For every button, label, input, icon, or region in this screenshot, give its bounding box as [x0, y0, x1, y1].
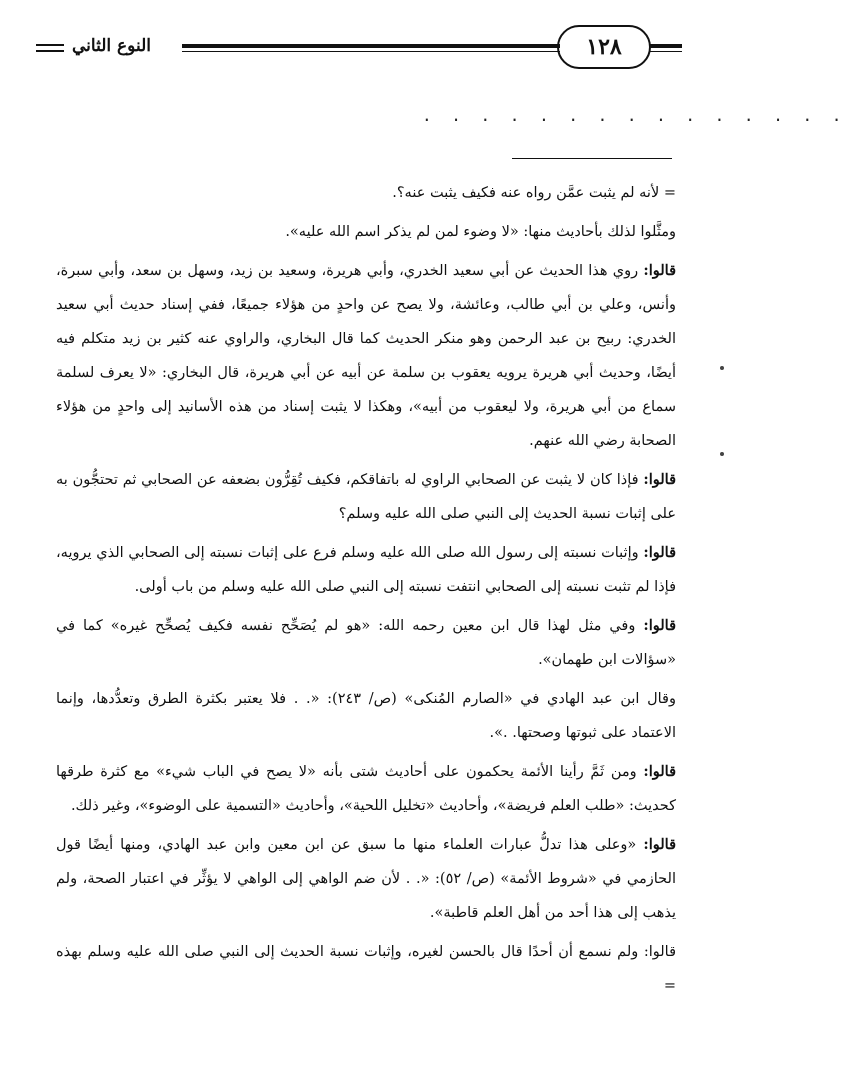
- dotted-separator: . . . . . . . . . . . . . . .: [422, 106, 846, 125]
- paragraph-text: = لأنه لم يثبت عمَّن رواه عنه فكيف يثبت عنه؟.: [392, 185, 676, 201]
- page-header: [0, 0, 737, 80]
- paragraph: [56, 254, 676, 458]
- header-rule-right-thin: [650, 51, 682, 52]
- paragraph-text: روي هذا الحديث عن أبي سعيد الخدري، وأبي هريرة، وسعيد بن زيد، وسهل بن سعد، وأبي سبرة، وأنس، وعلي بن أبي طالب، وعائشة، ولا يصح عن واحدٍ من هؤلاء جميعًا، ففي إسناد حديث أبي سعيد الخدري: ربيح بن عبد الرحمن وهو منكر الحديث كما قال البخاري، والراوي عنه كثير بن زيد متكلم فيه أيضًا، وحديث أبي هريرة يرويه يعقوب بن سلمة عن أبيه عن أبي هريرة، قال البخاري: «لا يعرف لسلمة سماع من أبي هريرة، ولا ليعقوب من أبيه»، وهكذا لا يثبت إسناد من هذه الأسانيد إلى واحدٍ من هؤلاء الصحابة رضي الله عنهم.: [56, 263, 676, 449]
- page-title: النوع الثاني: [72, 36, 151, 56]
- margin-mark: [720, 452, 724, 456]
- paragraph-label: قالوا:: [643, 763, 676, 780]
- paragraph: [56, 463, 676, 531]
- paragraph: [56, 755, 676, 823]
- paragraph-text: ومثَّلوا لذلك بأحاديث منها: «لا وضوء لمن لم يذكر اسم الله عليه».: [285, 224, 676, 240]
- paragraph: [56, 176, 676, 210]
- paragraph-text: قالوا: ولم نسمع أن أحدًا قال بالحسن لغيره، وإثبات نسبة الحديث إلى النبي صلى الله عليه وسلم بهذه =: [56, 944, 676, 994]
- paragraph-label: قالوا:: [643, 471, 677, 488]
- header-rule-right: [650, 44, 682, 48]
- paragraph-text: ومن ثَمَّ رأينا الأئمة يحكمون على أحاديث شتى بأنه «لا يصح في الباب شيء» مع كثرة طرقها كحديث: «طلب العلم فريضة»، وأحاديث «تخليل اللحية»، وأحاديث «التسمية على الوضوء»، وغير ذلك.: [56, 764, 676, 814]
- paragraph-text: وقال ابن عبد الهادي في «الصارم المُنكى» (ص/ ٢٤٣): «. . فلا يعتبر بكثرة الطرق وتعدُّدها، وإنما الاعتماد على ثبوتها وصحتها. .».: [56, 691, 676, 741]
- paragraph-label: قالوا:: [643, 617, 676, 634]
- page-number: ١٢٨: [557, 25, 651, 69]
- paragraph: [56, 682, 676, 750]
- paragraph-text: وإثبات نسبته إلى رسول الله صلى الله عليه وسلم فرع على إثبات نسبته إلى الصحابي الذي يرويه، فإذا لم تثبت نسبته إلى الصحابي انتفت نسبته إلى النبي صلى الله عليه وسلم من باب أولى.: [56, 545, 676, 595]
- header-rule-thin: [182, 51, 560, 52]
- paragraph-label: قالوا:: [643, 544, 676, 561]
- title-ornament: [36, 50, 64, 52]
- paragraph: [56, 609, 676, 677]
- body-text: [56, 176, 676, 1008]
- margin-mark: [720, 366, 724, 370]
- paragraph: [56, 536, 676, 604]
- paragraph: [56, 935, 676, 1003]
- header-rule: [182, 44, 560, 48]
- paragraph: [56, 828, 676, 930]
- paragraph: [56, 215, 676, 249]
- paragraph-label: قالوا:: [643, 836, 677, 853]
- title-ornament: [36, 44, 64, 46]
- paragraph-text: «وعلى هذا تدلُّ عبارات العلماء منها ما سبق عن ابن معين وابن عبد الهادي، ومنها أيضًا قول الحازمي في «شروط الأئمة» (ص/ ٥٢): «. . لأن ضم الواهي إلى الواهي لا يؤثِّر في اعتبار الصحة، ولم يذهب إلى هذا أحد من أهل العلم قاطبة».: [56, 837, 676, 921]
- paragraph-text: فإذا كان لا يثبت عن الصحابي الراوي له باتفاقكم، فكيف تُقِرُّون بضعفه عن الصحابي ثم تحتجُّون به على إثبات نسبة الحديث إلى النبي صلى الله عليه وسلم؟: [56, 472, 676, 522]
- paragraph-text: وفي مثل لهذا قال ابن معين رحمه الله: «هو لم يُصَحِّح نفسه فكيف يُصحِّح غيره» كما في «سؤالات ابن طهمان».: [56, 618, 676, 668]
- footnote-separator: [512, 158, 672, 159]
- paragraph-label: قالوا:: [643, 262, 676, 279]
